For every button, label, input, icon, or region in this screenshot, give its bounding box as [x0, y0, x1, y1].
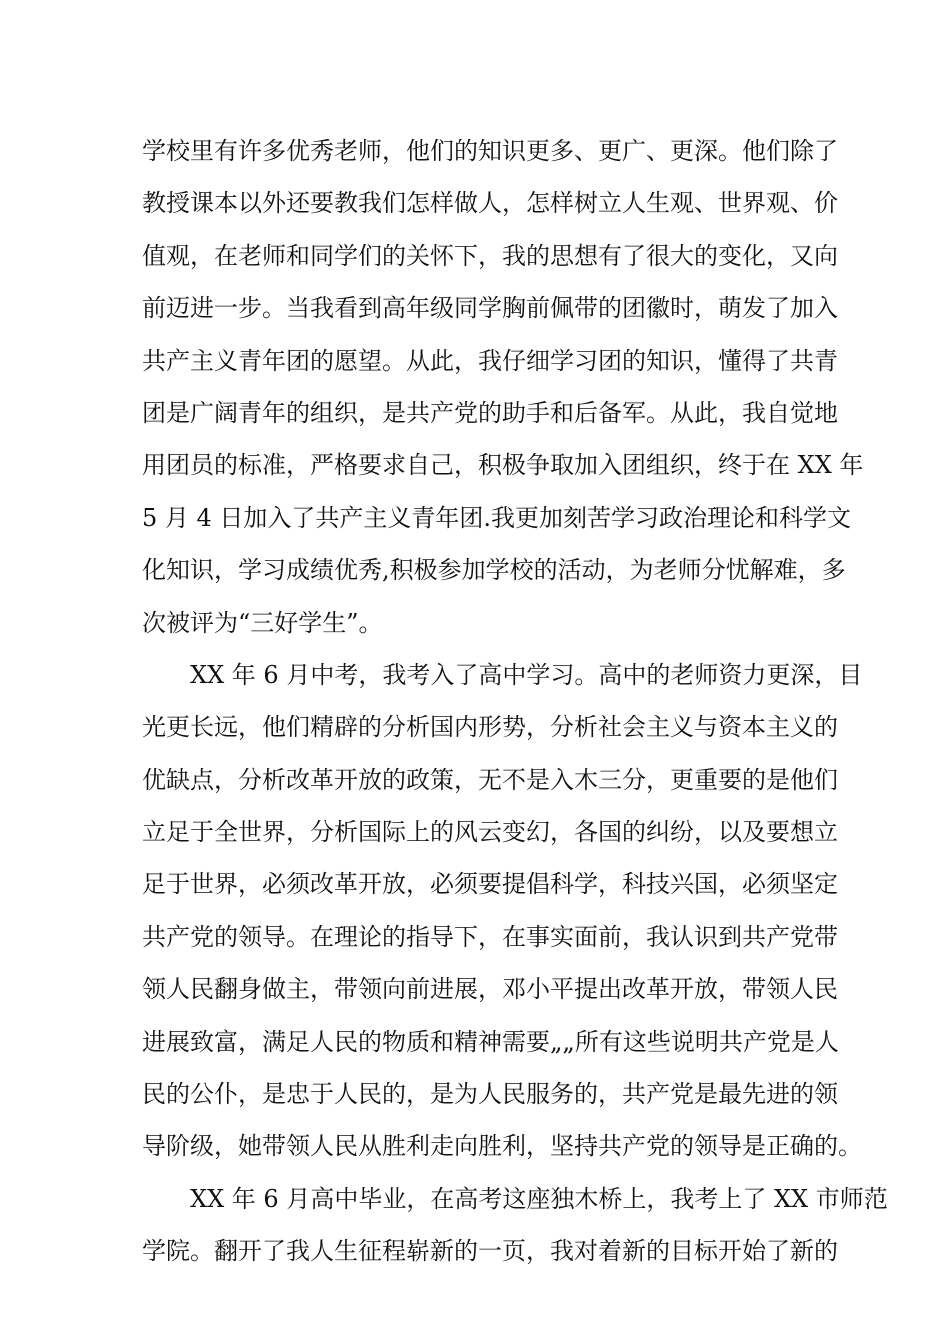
text-line: 教授课本以外还要教我们怎样做人，怎样树立人生观、世界观、价 [142, 189, 838, 218]
text-line: 进展致富，满足人民的物质和精神需要„„所有这些说明共产党是人 [142, 1027, 839, 1056]
text-line: 足于世界，必须改革开放，必须要提倡科学，科技兴国，必须坚定 [142, 870, 838, 899]
text-line: 团是广阔青年的组织，是共产党的助手和后备军。从此，我自觉地 [142, 398, 838, 427]
text-line: 学校里有许多优秀老师，他们的知识更多、更广、更深。他们除了 [142, 137, 838, 165]
text-line: 民的公仆，是忠于人民的，是为人民服务的，共产党是最先进的领 [142, 1080, 838, 1109]
text-line: 导阶级，她带领人民从胜利走向胜利，坚持共产党的领导是正确的。 [142, 1132, 862, 1161]
text-line: 共产党的领导。在理论的指导下，在事实面前，我认识到共产党带 [142, 922, 838, 951]
text-line: 学院。翻开了我人生征程崭新的一页，我对着新的目标开始了新的 [142, 1237, 838, 1266]
text-line: 共产主义青年团的愿望。从此，我仔细学习团的知识，懂得了共青 [142, 346, 838, 375]
text-line: 光更长远，他们精辟的分析国内形势，分析社会主义与资本主义的 [142, 713, 838, 742]
text-line: 前迈进一步。当我看到高年级同学胸前佩带的团徽时，萌发了加入 [142, 294, 838, 323]
text-line: 立足于全世界，分析国际上的风云变幻，各国的纠纷，以及要想立 [142, 818, 838, 847]
text-line: 值观，在老师和同学们的关怀下，我的思想有了很大的变化，又向 [142, 241, 838, 270]
text-line: 次被评为“三好学生”。 [142, 608, 383, 637]
text-line: XX 年 6 月中考，我考入了高中学习。高中的老师资力更深，目 [190, 660, 863, 689]
text-line: 5 月 4 日加入了共产主义青年团.我更加刻苦学习政治理论和科学文 [142, 503, 852, 532]
text-line: XX 年 6 月高中毕业，在高考这座独木桥上，我考上了 XX 市师范 [190, 1184, 888, 1213]
text-line: 化知识，学习成绩优秀,积极参加学校的活动，为老师分忧解难，多 [142, 556, 846, 585]
text-line: 领人民翻身做主，带领向前进展，邓小平提出改革开放，带领人民 [142, 975, 838, 1004]
text-line: 优缺点，分析改革开放的政策，无不是入木三分，更重要的是他们 [142, 765, 838, 794]
body-text [142, 125, 888, 1278]
text-line: 用团员的标准，严格要求自己，积极争取加入团组织，终于在 XX 年 [142, 451, 864, 480]
